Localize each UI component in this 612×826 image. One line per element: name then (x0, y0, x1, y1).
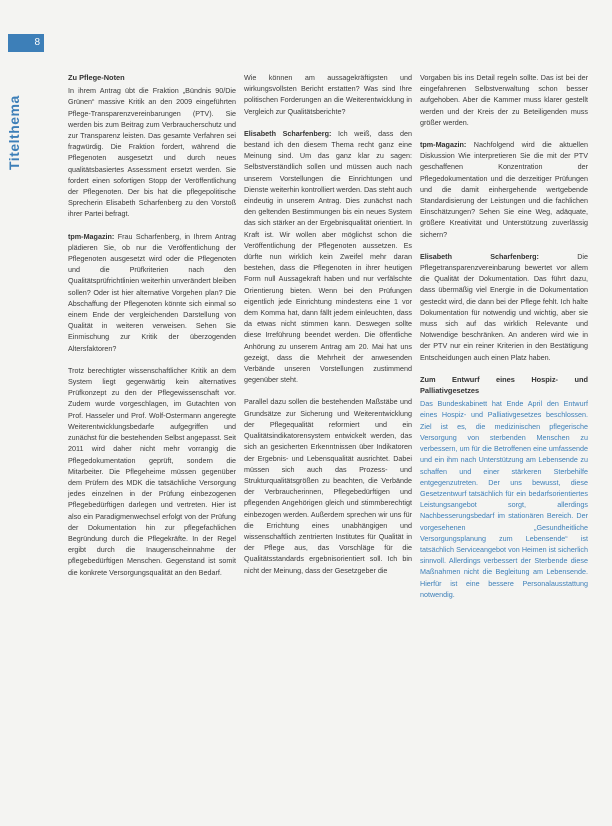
body-paragraph: Parallel dazu sollen die bestehenden Maßstäbe und Grundsätze zur Sicherung und Weiterentwicklung der Pflegequalität reformiert und ein Qualitätsindikatorensystem entwickelt werden, das sich an gesicherten Erkenntnissen über Indikatoren der Ergebnis- und Lebensqualität ausrichtet. Dabei müssen sich auch das Prozess- und Strukturqualitätsgrößen zu beachten, die Verbände der Verbraucherinnen, Pflegebedürftigen und pflegenden Angehörigen gleich und stimmberechtigt einbezogen werden. Außerdem sprechen wir uns für die Errichtung eines unabhängigen und wissenschaftlich zentrierten Institutes für Qualität in der Pflege aus, das Vorschläge für die Qualitätsstandards ergebnisorientiert soll. Ich bin nicht der Meinung, dass der Gesetzgeber die (244, 397, 412, 575)
question-paragraph (420, 139, 588, 240)
speaker-label: tpm-Magazin: (420, 140, 467, 150)
highlight-paragraph: Das Bundeskabinett hat Ende April den Entwurf eines Hospiz- und Palliativgesetzes beschlossen. Ziel ist es, die medizinischen pflegerische Versorgung von sterbenden Menschen zu verbessern, um für die Betroffenen eine umfassende und ein ihm nach Unterstützung am Lebensende zu schaffen und einer stärkeren Sterbehilfe entgegenzutreten. Der uns bewusst, diese Gesetzentwurf tatsächlich für ein bedarfsorientiertes Leistungsangebot sorgt, allerdings Nachbesserungsbedarf im stationären Bereich. Der vorgesehenen „Gesundheitliche Versorgungsplanung zum Lebensende“ ist tatsächlich Serviceangebot von Heimen ist sicherlich sinnvoll. Allerdings verbessert der Sterbende diese Maßnahmen nicht die Begleitung am Lebensende. Hierfür ist eine bessere Personalausstattung notwendig. (420, 399, 588, 599)
heading-pflege-noten: Zu Pflege-Noten (68, 73, 125, 82)
heading-hospiz: Zum Entwurf eines Hospiz- und Palliativgesetzes (420, 374, 588, 396)
answer-text: Die Pflegetransparenzvereinbarung bewertet vor allem die Qualität der Dokumentation. Das führt dazu, dass übermäßig viel Energie in die Dokumentation gesteckt wird, die dann bei der Pflege fehlt. Ich halte Dokumentation für notwendig und wichtig, aber sie muss sich auf das wirklich Relevante und Notwendige beschränken. An anderen wird wie in der PTV nur ein reiner Kriterien in den Bestätigung Entscheidungen auch einen Platz haben. (420, 251, 588, 362)
question-paragraph (68, 231, 236, 354)
body-paragraph: Wie können am aussagekräftigsten und wirkungsvollsten Bericht erstatten? Was sind Ihre politischen Forderungen an die Weiterentwicklung in Vergleich zur Qualitätsberichte? (244, 73, 412, 116)
question-text: Frau Scharfenberg, in Ihrem Antrag plädieren Sie, ob nur die Veröffentlichung der Pflegenoten ausgesetzt wird oder die Pflegenoten und die Prüfkriterien nach den Qualitätsprüfrichtlinien weiterhin unverändert bleiben sollen? Oder ist hier alternative Vorgehen plan? Die Abschaffung der Pflegenoten könnte sich einmal so einem Ende der vergleichenden Darstellung von Qualität in weiteren verweisen. Sehen Sie Einmischung zur Kritik der überzogenden Altersfaktoren? (68, 231, 236, 353)
answer-text: Ich weiß, dass den bestand ich den diesem Thema recht ganz eine Meinung sind. Um das ganz klar zu sagen: Selbstverständlich sollen und müssen auch nach unserem Vorstellungen die Einrichtungen und Dienste weiterhin kontrolliert werden. Das steht auch eindeutig in unserem Antrag. Dies zunächst nach den geltenden Bestimmungen bis ein neues System das sich stärker an der Ergebnisqualität orientiert. In Kraft ist. Wir wollen aber möglichst schon die Veröffentlichung der Pflegenoten aussetzen. Es dürfte nun wirklich kein Zweifel mehr daran bestehen, dass die Pflegenoten in ihrer heutigen Form null Aussagekraft haben und nur verfälschte Orientierung bieten. Wenn bei den Prüfungen eigentlich jede Einrichtung mindestens eine 1 vor dem Komma hat, dann fällt jedem einleuchten, dass da etwas nicht stimmen kann. Deswegen sollte diese Irreführung beendet werden. Die öffentliche Anhörung zu unserem Antrag am 20. Mai hat uns gezeigt, dass die Mehrheit der anwesenden Verbände unseren Vorstellungen zustimmend gegenüber steht. (244, 128, 412, 385)
answer-paragraph (244, 128, 412, 386)
column-1 (68, 72, 236, 589)
body-paragraph: Trotz berechtigter wissenschaftlicher Kritik an dem System liegt gegenwärtig kein alternatives Prüfkonzept zu den der Pflegewissenschaft vor. Zudem wurde vorgeschlagen, im Gutachten von Prof. Hasseler und Prof. Wolf-Ostermann angeregte Weiterentwicklungsbedarfe aufgegriffen und zunächst für die bestehenden Selbst angepasst. Seit 2011 wird daher nicht mehr vorrangig die Pflegedokumentation geprüft, sondern die Mitarbeiter. Die Pflegeheime müssen gegenüber dem Prüfern des MDK die tatsächliche Versorgung jedes einzelnen in der Prüfung einbezogenen Pflegebedürftigen darlegen und vertreten. Hier ist also ein Paradigmenwechsel erfolgt von der Prüfung der Dokumentation hin zur pflegefachlichen Begründung durch die Pflegekräfte. In der Regel ergibt durch die Inaugenscheinnahme der pflegebedürftigen Menschen. Gegenstand ist somit die konkrete Versorgungsqualität an den Bedarf. (68, 365, 236, 577)
column-3 (420, 72, 588, 611)
column-2 (244, 72, 412, 587)
speaker-label: tpm-Magazin: (68, 231, 115, 241)
body-paragraph: Vorgaben bis ins Detail regeln sollte. Das ist bei der eingefahrenen Selbstverwaltung schon besser aufgehoben. Aber die Kammer muss klarer gestellt werden und der Kreis der zu Beteiligenden muss größer werden. (420, 73, 588, 127)
page-number: 8 (8, 34, 44, 52)
intro-paragraph: In ihrem Antrag übt die Fraktion „Bündnis 90/Die Grünen“ massive Kritik an den 2009 eingeführten Pflege-Transparenzvereinbarungen (PTV). Sie werden bis zum Beitrag zum Verbraucherschutz und zur Transparenz leisten. Das gesamte Verfahren sei fragwürdig. Die Fraktion fordert, während die Pflegenoten ausgesetzt und durch neues qualitätsbasiertes Assessment ersetzt werden. Sie fordert einen sofortigen Stopp der Veröffentlichung der Pflegenoten. Der bis hat die pflegepolitische Sprecherin Elisabeth Scharfenberg zu den Vorstoß ihrer Partei befragt. (68, 86, 236, 219)
speaker-label: Elisabeth Scharfenberg: (420, 251, 539, 261)
speaker-label: Elisabeth Scharfenberg: (244, 128, 332, 138)
answer-paragraph (420, 251, 588, 363)
question-text: Nachfolgend wird die aktuellen Diskussion Wie interpretieren Sie die mit der PTV geschaffenen Konzentration der Pflegedokumentation und die derzeitiger Prüfungen und die damit einhergehende wertgebende Standardisierung der Leistungen und die fachlichen Einschätzungen? Sehen Sie eine Weg, adäquate, größere Kreativität und Unterstützung zuverlässig sichern? (420, 140, 588, 239)
section-title: Titelthema (6, 95, 22, 170)
